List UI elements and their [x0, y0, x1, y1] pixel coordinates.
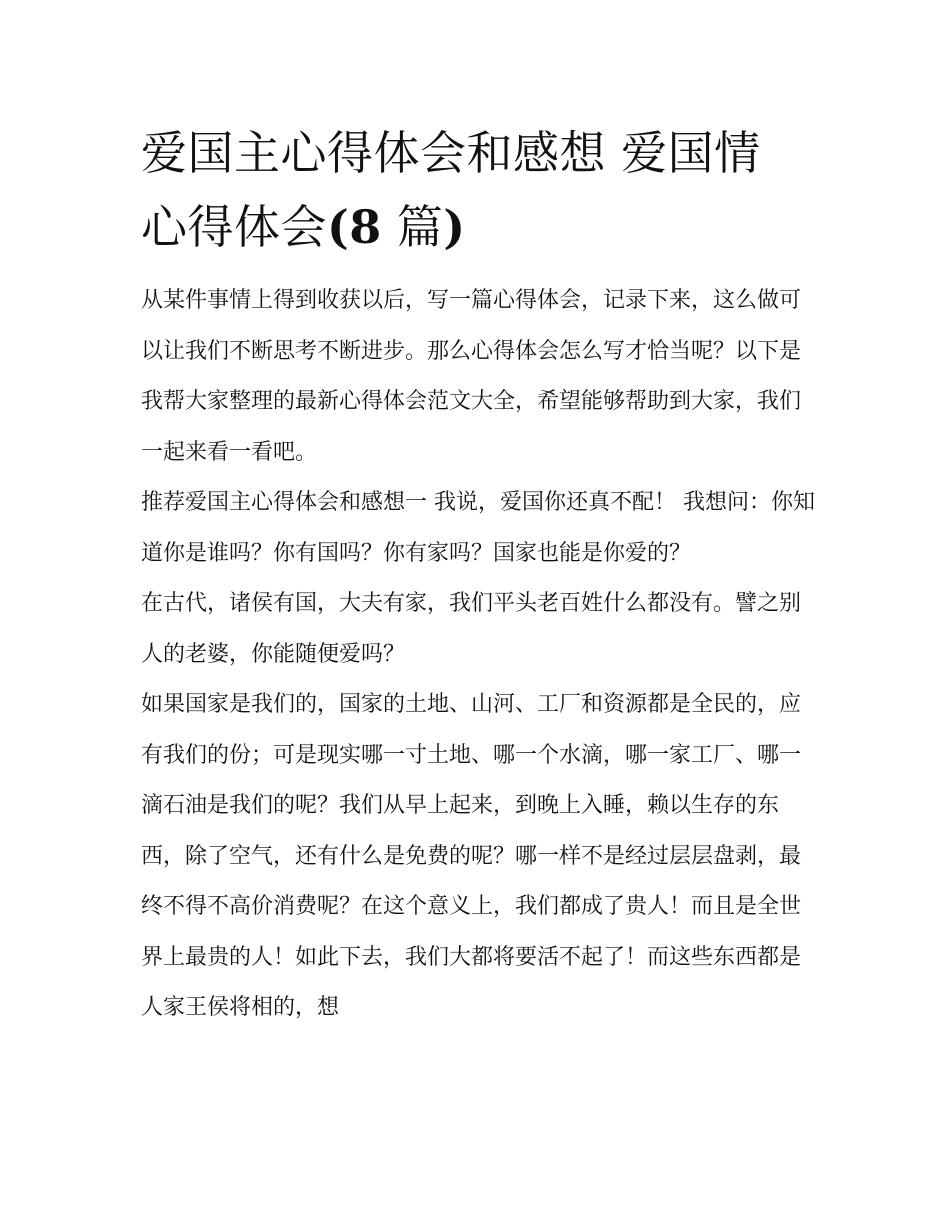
document-body — [141, 276, 817, 1034]
paragraph-recommend: 推荐爱国主心得体会和感想一 我说，爱国你还真不配！ 我想问：你知道你是谁吗？你有国吗？你有家吗？国家也能是你爱的？ — [141, 490, 815, 566]
paragraph-ancient: 在古代，诸侯有国，大夫有家，我们平头老百姓什么都没有。譬之别人的老婆，你能随便爱吗？ — [141, 591, 802, 667]
paragraph-country: 如果国家是我们的，国家的土地、山河、工厂和资源都是全民的，应有我们的份；可是现实哪一寸土地、哪一个水滴，哪一家工厂、哪一滴石油是我们的呢？我们从早上起来，到晚上入睡，赖以生存的东西，除了空气，还有什么是免费的呢？哪一样不是经过层层盘剥，最终不得不高价消费呢？在这个意义上，我们都成了贵人！而且是全世界上最贵的人！如此下去，我们大都将要活不起了！而这些东西都是人家王侯将相的，想 — [141, 692, 802, 1020]
document-title — [141, 116, 821, 264]
title-line-1: 爱国主心得体会和感想 爱国情 — [141, 126, 761, 180]
title-count-unit: 篇 — [381, 200, 444, 254]
paragraph-intro: 从某件事情上得到收获以后，写一篇心得体会，记录下来，这么做可以让我们不断思考不断进步。那么心得体会怎么写才恰当呢？以下是我帮大家整理的最新心得体会范文大全，希望能够帮助到大家，我们一起来看一看吧。 — [141, 288, 802, 465]
title-count-open: (8 — [327, 200, 382, 254]
title-count-close: ) — [443, 200, 466, 254]
title-line-2-text: 心得体会 — [141, 200, 327, 254]
